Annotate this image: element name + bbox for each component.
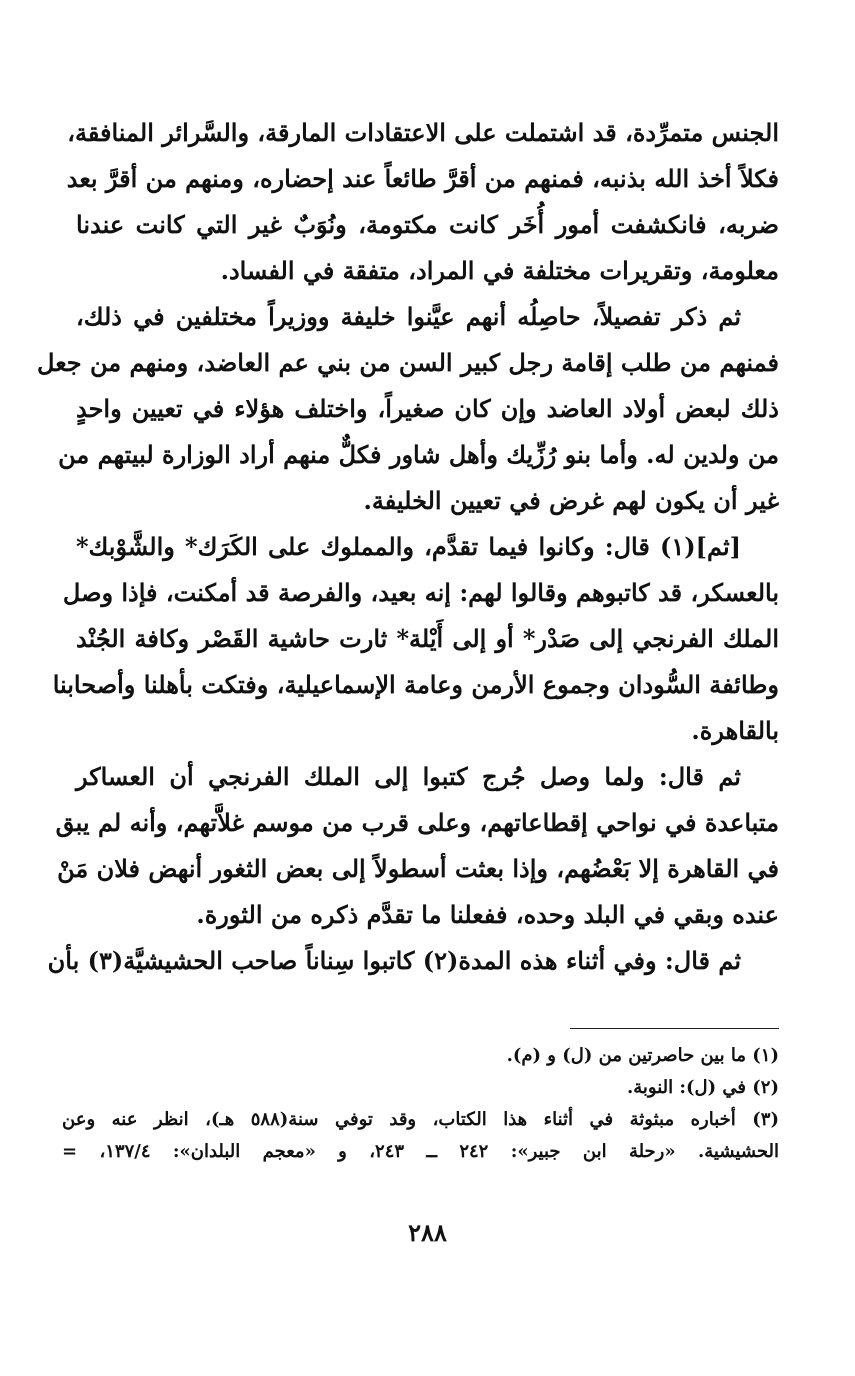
text-line: بالعسكر، قد كاتبوهم وقالوا لهم: إنه بعيد، والفرصة قد أمكنت، فإذا وصل: [62, 578, 779, 607]
footnote-separator: [570, 1028, 779, 1029]
text-line: معلومة، وتقريرات مختلفة في المراد، متفقة في الفساد.: [220, 256, 779, 285]
footnotes: [62, 1040, 779, 1168]
text-line: ثم قال: وفي أثناء هذه المدة(٢) كاتبوا سِناناً صاحب الحشيشيَّة(٣) بأن: [47, 946, 741, 975]
text-line: [ثم](١) قال: وكانوا فيما تقدَّم، والمملوك على الكَرَك* والشَّوْبك*: [76, 532, 741, 561]
footnote-line: (١) ما بين حاصرتين من (ل) و (م).: [506, 1045, 779, 1066]
text-line: ضربه، فانكشفت أمور أُخَر كانت مكتومة، ونُوَبٌ غير التي كانت عندنا: [76, 210, 779, 239]
footnote-line: (٢) في (ل): النوبة.: [626, 1077, 779, 1098]
text-line: الملك الفرنجي إلى صَدْر* أو إلى أَيْلة* ثارت حاشية القَصْر وكافة الجُنْد: [76, 624, 779, 653]
text-line: فمنهم من طلب إقامة رجل كبير السن من بني عم العاضد، ومنهم من جعل: [37, 348, 779, 377]
footnote-line: (٣) أخباره مبثوثة في أثناء هذا الكتاب، وقد توفي سنة(٥٨٨ هـ)، انظر عنه وعن: [62, 1109, 779, 1130]
text-line: عنده وبقي في البلد وحده، ففعلنا ما تقدَّم ذكره من الثورة.: [196, 900, 779, 929]
text-line: ثم قال: ولما وصل جُرج كتبوا إلى الملك الفرنجي أن العساكر: [76, 762, 741, 791]
footnote-line: الحشيشية. «رحلة ابن جبير»: ٢٤٢ ــ ٢٤٣، و «معجم البلدان»: ١٣٧/٤، =: [62, 1141, 779, 1162]
text-line: ذلك لبعض أولاد العاضد وإن كان صغيراً، واختلف هؤلاء في تعيين واحدٍ: [76, 394, 779, 423]
text-line: غير أن يكون لهم غرض في تعيين الخليفة.: [363, 486, 779, 515]
text-line: فكلاً أخذ الله بذنبه، فمنهم من أقرَّ طائعاً عند إحضاره، ومنهم من أقرَّ بعد: [66, 164, 779, 193]
text-line: بالقاهرة.: [691, 716, 779, 745]
text-line: في القاهرة إلا بَعْضُهم، وإذا بعثت أسطولاً إلى بعض الثغور أنهض فلان مَنْ: [57, 854, 779, 883]
text-line: الجنس متمرِّدة، قد اشتملت على الاعتقادات المارقة، والسَّرائر المنافقة،: [67, 118, 779, 147]
text-line: متباعدة في نواحي إقطاعاتهم، وعلى قرب من موسم غلاَّتهم، وأنه لم يبق: [55, 808, 779, 837]
text-line: من ولدين له. وأما بنو رُزِّيك وأهل شاور فكلٌّ منهم أراد الوزارة لبيتهم من: [58, 440, 779, 469]
main-text: [37, 110, 779, 984]
text-line: وطائفة السُّودان وجموع الأرمن وعامة الإسماعيلية، وفتكت بأهلنا وأصحابنا: [52, 670, 779, 699]
text-line: ثم ذكر تفصيلاً، حاصِلُه أنهم عيَّنوا خليفة ووزيراً مختلفين في ذلك،: [76, 302, 741, 331]
page-number: ٢٨٨: [408, 1218, 447, 1247]
